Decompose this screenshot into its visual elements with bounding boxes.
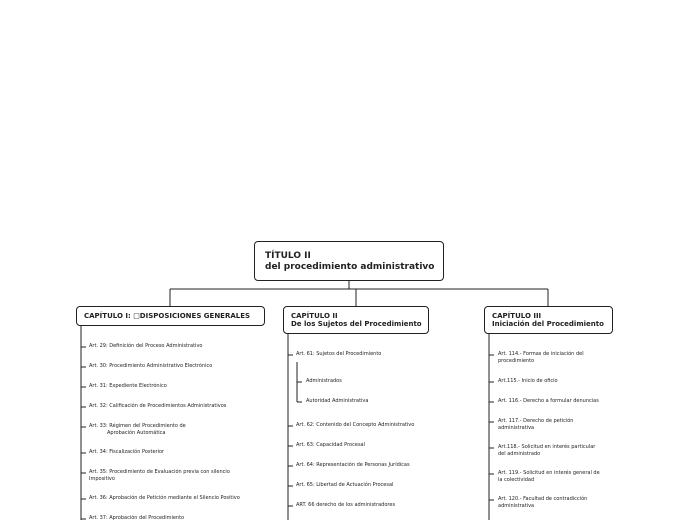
item-text: Art. 32: Calificación de Procedimientos Administrativos (89, 403, 227, 409)
root-title: TÍTULO II (265, 251, 311, 261)
ch1-item-art32[interactable] (89, 403, 226, 410)
item-text-cont: la colectividad (498, 477, 535, 484)
ch1-item-art35[interactable] (89, 469, 230, 484)
ch1-item-art33[interactable] (89, 423, 186, 438)
root-subtitle: del procedimiento administrativo (265, 261, 435, 272)
ch3-item-art118[interactable] (498, 444, 595, 459)
ch1-item-art34[interactable] (89, 449, 164, 456)
item-text-cont: administrativa (498, 503, 535, 510)
item-text: Art. 117.- Derecho de petición (498, 418, 574, 424)
item-text: Art. 29: Definición del Proceso Administrativo (89, 343, 203, 349)
item-text: Art. 116.- Derecho a formular denuncias (498, 398, 599, 404)
ch1-item-art37[interactable] (89, 515, 184, 522)
ch3-item-art119[interactable] (498, 470, 600, 485)
item-text-cont: procedimiento (498, 358, 535, 365)
chapter-node-3[interactable] (484, 306, 613, 334)
ch1-item-art30[interactable] (89, 363, 212, 370)
ch2-subitem-administrados[interactable] (306, 378, 342, 385)
chapter-2-subtitle: De los Sujetos del Procedimiento (291, 320, 422, 328)
chapter-1-title: CAPÍTULO I: □DISPOSICIONES GENERALES (84, 311, 251, 320)
item-text: Autoridad Administrativa (306, 398, 369, 404)
ch2-item-art61[interactable] (296, 351, 381, 358)
item-text: Art. 31: Expediente Electrónico (89, 383, 167, 389)
item-text: Art. 35: Procedimiento de Evaluación previa con silencio (89, 469, 230, 475)
chapter-3-title: CAPÍTULO III (492, 311, 542, 320)
chapter-node-1[interactable] (76, 306, 265, 326)
ch1-item-art31[interactable] (89, 383, 167, 390)
item-text: Art. 114.- Formas de iniciación del (498, 351, 584, 357)
ch3-item-art117[interactable] (498, 418, 573, 433)
ch3-item-art115[interactable] (498, 378, 558, 385)
ch2-item-art62[interactable] (296, 422, 414, 429)
ch2-item-art65[interactable] (296, 482, 393, 489)
item-text: Art. 119.- Solicitud en interés general de (498, 470, 600, 476)
item-text: Art. 64: Representación de Personas Jurídicas (296, 462, 410, 468)
chapter-3-subtitle: Iniciación del Procedimiento (492, 320, 604, 328)
item-text: Art.115.- Inicio de oficio (498, 378, 558, 384)
item-text: Art. 37: Aprobación del Procedimiento (89, 515, 185, 521)
ch3-item-art114[interactable] (498, 351, 584, 366)
item-text: Art. 30: Procedimiento Administrativo Electrónico (89, 363, 213, 369)
item-text: Art. 120.- Facultad de contradicción (498, 496, 588, 502)
item-text: Administrados (306, 378, 342, 384)
item-text: Art. 61: Sujetos del Procedimiento (296, 351, 382, 357)
item-text: Art. 34: Fiscalización Posterior (89, 449, 165, 455)
item-text-cont: del administrado (498, 451, 541, 458)
item-text: Art. 36: Aprobación de Petición mediante el Silencio Positivo (89, 495, 240, 501)
ch1-item-art29[interactable] (89, 343, 202, 350)
item-text: Art. 62: Contenido del Concepto Administrativo (296, 422, 415, 428)
ch3-item-art116[interactable] (498, 398, 599, 405)
chapter-node-2[interactable] (283, 306, 429, 334)
root-node-titulo-ii[interactable] (254, 241, 444, 281)
item-text-cont: Impositivo (89, 476, 115, 483)
ch1-item-art36[interactable] (89, 495, 240, 502)
item-text-cont: Aprobación Automática (107, 430, 166, 437)
item-text: ART. 66 derecho de los administradores (296, 502, 396, 508)
ch2-item-art66[interactable] (296, 502, 395, 509)
ch2-item-art64[interactable] (296, 462, 410, 469)
chapter-2-title: CAPÍTULO II (291, 311, 338, 320)
ch2-item-art63[interactable] (296, 442, 365, 449)
ch3-item-art120[interactable] (498, 496, 587, 511)
item-text: Art. 65: Libertad de Actuación Procesal (296, 482, 394, 488)
item-text: Art. 33: Régimen del Procedimiento de (89, 423, 186, 429)
ch2-subitem-autoridad[interactable] (306, 398, 368, 405)
item-text-cont: administrativa (498, 425, 535, 432)
item-text: Art. 63: Capacidad Procesal (296, 442, 365, 448)
item-text: Art.118.- Solicitud en interés particular (498, 444, 596, 450)
